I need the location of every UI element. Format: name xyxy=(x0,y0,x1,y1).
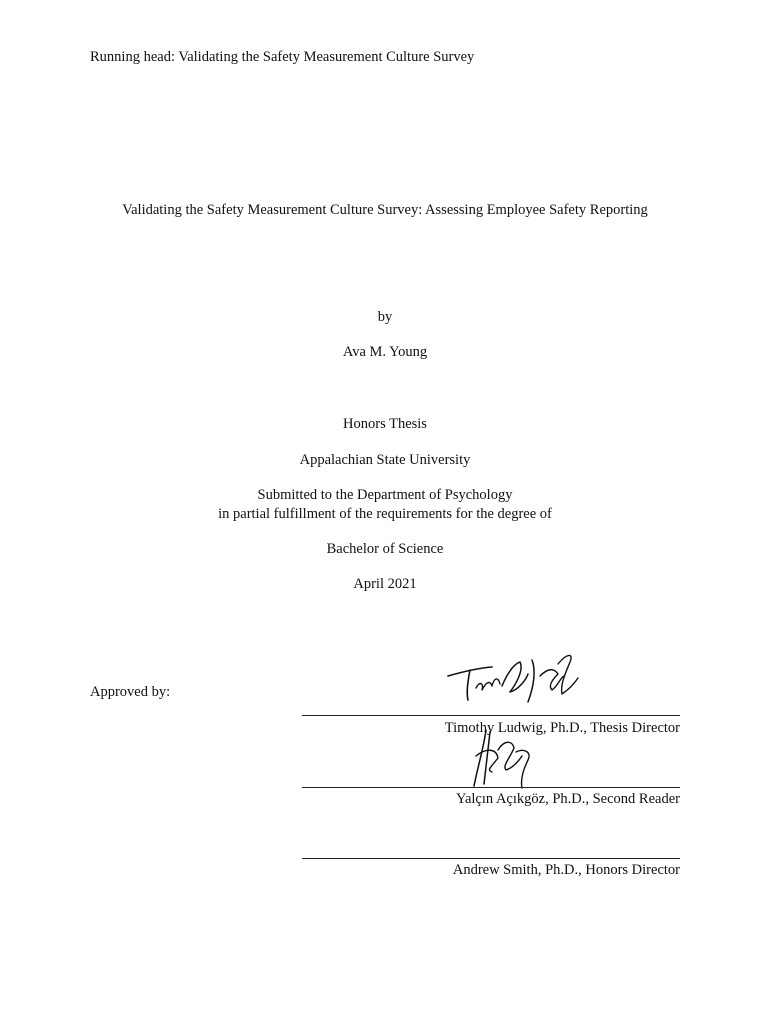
signature-yalcin-acikgoz xyxy=(462,726,542,794)
submission-date: April 2021 xyxy=(353,576,417,592)
signatory-3-name: Andrew Smith, Ph.D., Honors Director xyxy=(452,862,680,878)
by-label: by xyxy=(377,309,393,325)
university-name: Appalachian State University xyxy=(299,452,471,468)
author-name: Ava M. Young xyxy=(342,344,428,360)
signature-timothy-ludwig xyxy=(440,650,590,710)
signature-line-3 xyxy=(302,858,680,859)
degree-name: Bachelor of Science xyxy=(326,541,444,557)
submission-line-2: in partial fulfillment of the requirements for the degree of xyxy=(218,506,552,522)
signatory-2-name: Yalçın Açıkgöz, Ph.D., Second Reader xyxy=(455,791,680,807)
signatory-1-name: Timothy Ludwig, Ph.D., Thesis Director xyxy=(444,720,680,736)
document-type: Honors Thesis xyxy=(343,416,427,432)
signature-line-1 xyxy=(302,715,680,716)
submission-line-1: Submitted to the Department of Psychology xyxy=(257,487,513,503)
running-head: Running head: Validating the Safety Measurement Culture Survey xyxy=(90,49,475,65)
signature-line-2 xyxy=(302,787,680,788)
thesis-title: Validating the Safety Measurement Culture Survey: Assessing Employee Safety Reporting xyxy=(122,202,648,218)
approved-by-label: Approved by: xyxy=(90,684,171,700)
